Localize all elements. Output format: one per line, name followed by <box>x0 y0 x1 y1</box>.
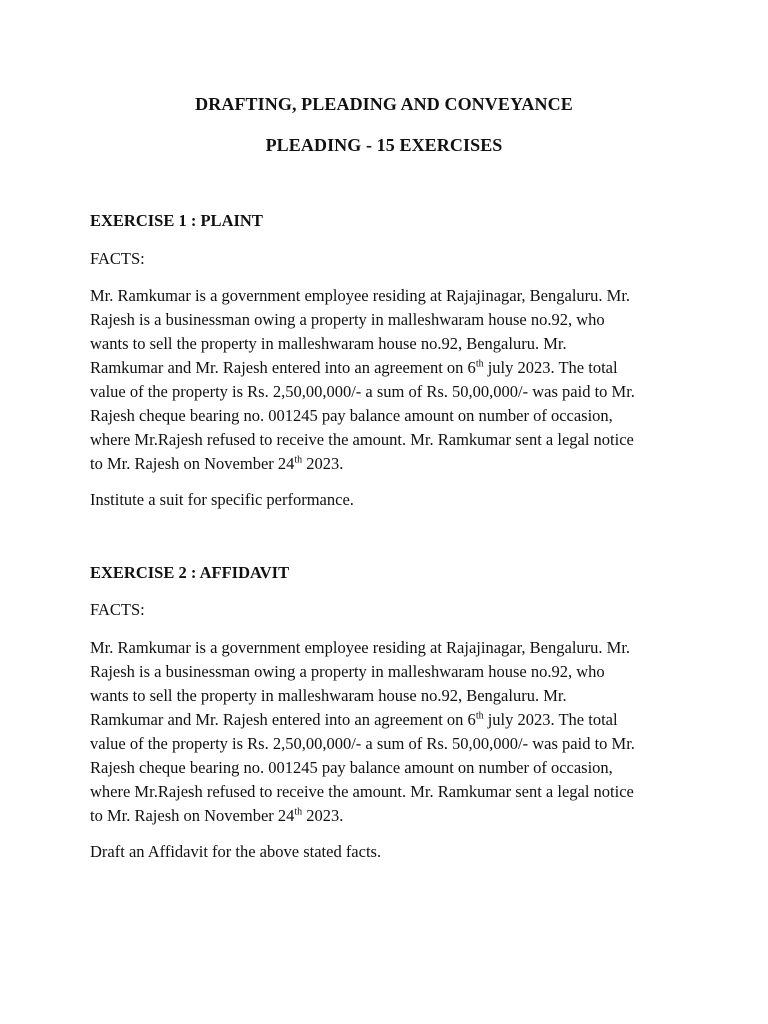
paragraph-line: Rajesh is a businessman owing a property in malleshwaram house no.92, who <box>90 310 605 329</box>
paragraph-line: Mr. Ramkumar is a government employee residing at Rajajinagar, Bengaluru. Mr. <box>90 638 631 657</box>
exercise-1-facts-paragraph <box>90 284 690 476</box>
paragraph-line: wants to sell the property in malleshwaram house no.92, Bengaluru. Mr. <box>90 686 567 705</box>
line-text: Ramkumar and Mr. Rajesh entered into an agreement on 6 <box>90 358 476 377</box>
ordinal-suffix: th <box>475 358 484 370</box>
paragraph-line <box>90 804 690 828</box>
document-title: DRAFTING, PLEADING AND CONVEYANCE <box>195 94 573 114</box>
ordinal-suffix: th <box>294 806 303 818</box>
paragraph-line: wants to sell the property in malleshwaram house no.92, Bengaluru. Mr. <box>90 334 567 353</box>
paragraph-line: Rajesh is a businessman owing a property in malleshwaram house no.92, who <box>90 662 605 681</box>
paragraph-line <box>90 708 690 732</box>
line-text: july 2023. The total <box>483 710 618 729</box>
paragraph-line <box>90 356 690 380</box>
paragraph-line: value of the property is Rs. 2,50,00,000/- a sum of Rs. 50,00,000/- was paid to Mr. <box>90 382 635 401</box>
exercise-2-instruction: Draft an Affidavit for the above stated facts. <box>90 842 382 861</box>
exercise-2-facts-label: FACTS: <box>90 600 145 619</box>
paragraph-line: Mr. Ramkumar is a government employee residing at Rajajinagar, Bengaluru. Mr. <box>90 286 631 305</box>
line-text: 2023. <box>302 454 344 473</box>
exercise-1-instruction: Institute a suit for specific performance. <box>90 490 354 509</box>
exercise-1-heading: EXERCISE 1 : PLAINT <box>90 211 263 230</box>
paragraph-line: Rajesh cheque bearing no. 001245 pay balance amount on number of occasion, <box>90 758 613 777</box>
document-subtitle: PLEADING - 15 EXERCISES <box>265 135 503 155</box>
paragraph-line <box>90 452 690 476</box>
ordinal-suffix: th <box>475 710 484 722</box>
ordinal-suffix: th <box>294 454 303 466</box>
line-text: to Mr. Rajesh on November 24 <box>90 454 295 473</box>
exercise-2-heading: EXERCISE 2 : AFFIDAVIT <box>90 563 290 582</box>
exercise-2-facts-paragraph <box>90 636 690 828</box>
paragraph-line: Rajesh cheque bearing no. 001245 pay balance amount on number of occasion, <box>90 406 613 425</box>
line-text: 2023. <box>302 806 344 825</box>
line-text: Ramkumar and Mr. Rajesh entered into an agreement on 6 <box>90 710 476 729</box>
paragraph-line: where Mr.Rajesh refused to receive the amount. Mr. Ramkumar sent a legal notice <box>90 782 634 801</box>
line-text: july 2023. The total <box>483 358 618 377</box>
line-text: to Mr. Rajesh on November 24 <box>90 806 295 825</box>
paragraph-line: value of the property is Rs. 2,50,00,000/- a sum of Rs. 50,00,000/- was paid to Mr. <box>90 734 635 753</box>
exercise-1-facts-label: FACTS: <box>90 249 145 268</box>
paragraph-line: where Mr.Rajesh refused to receive the amount. Mr. Ramkumar sent a legal notice <box>90 430 634 449</box>
